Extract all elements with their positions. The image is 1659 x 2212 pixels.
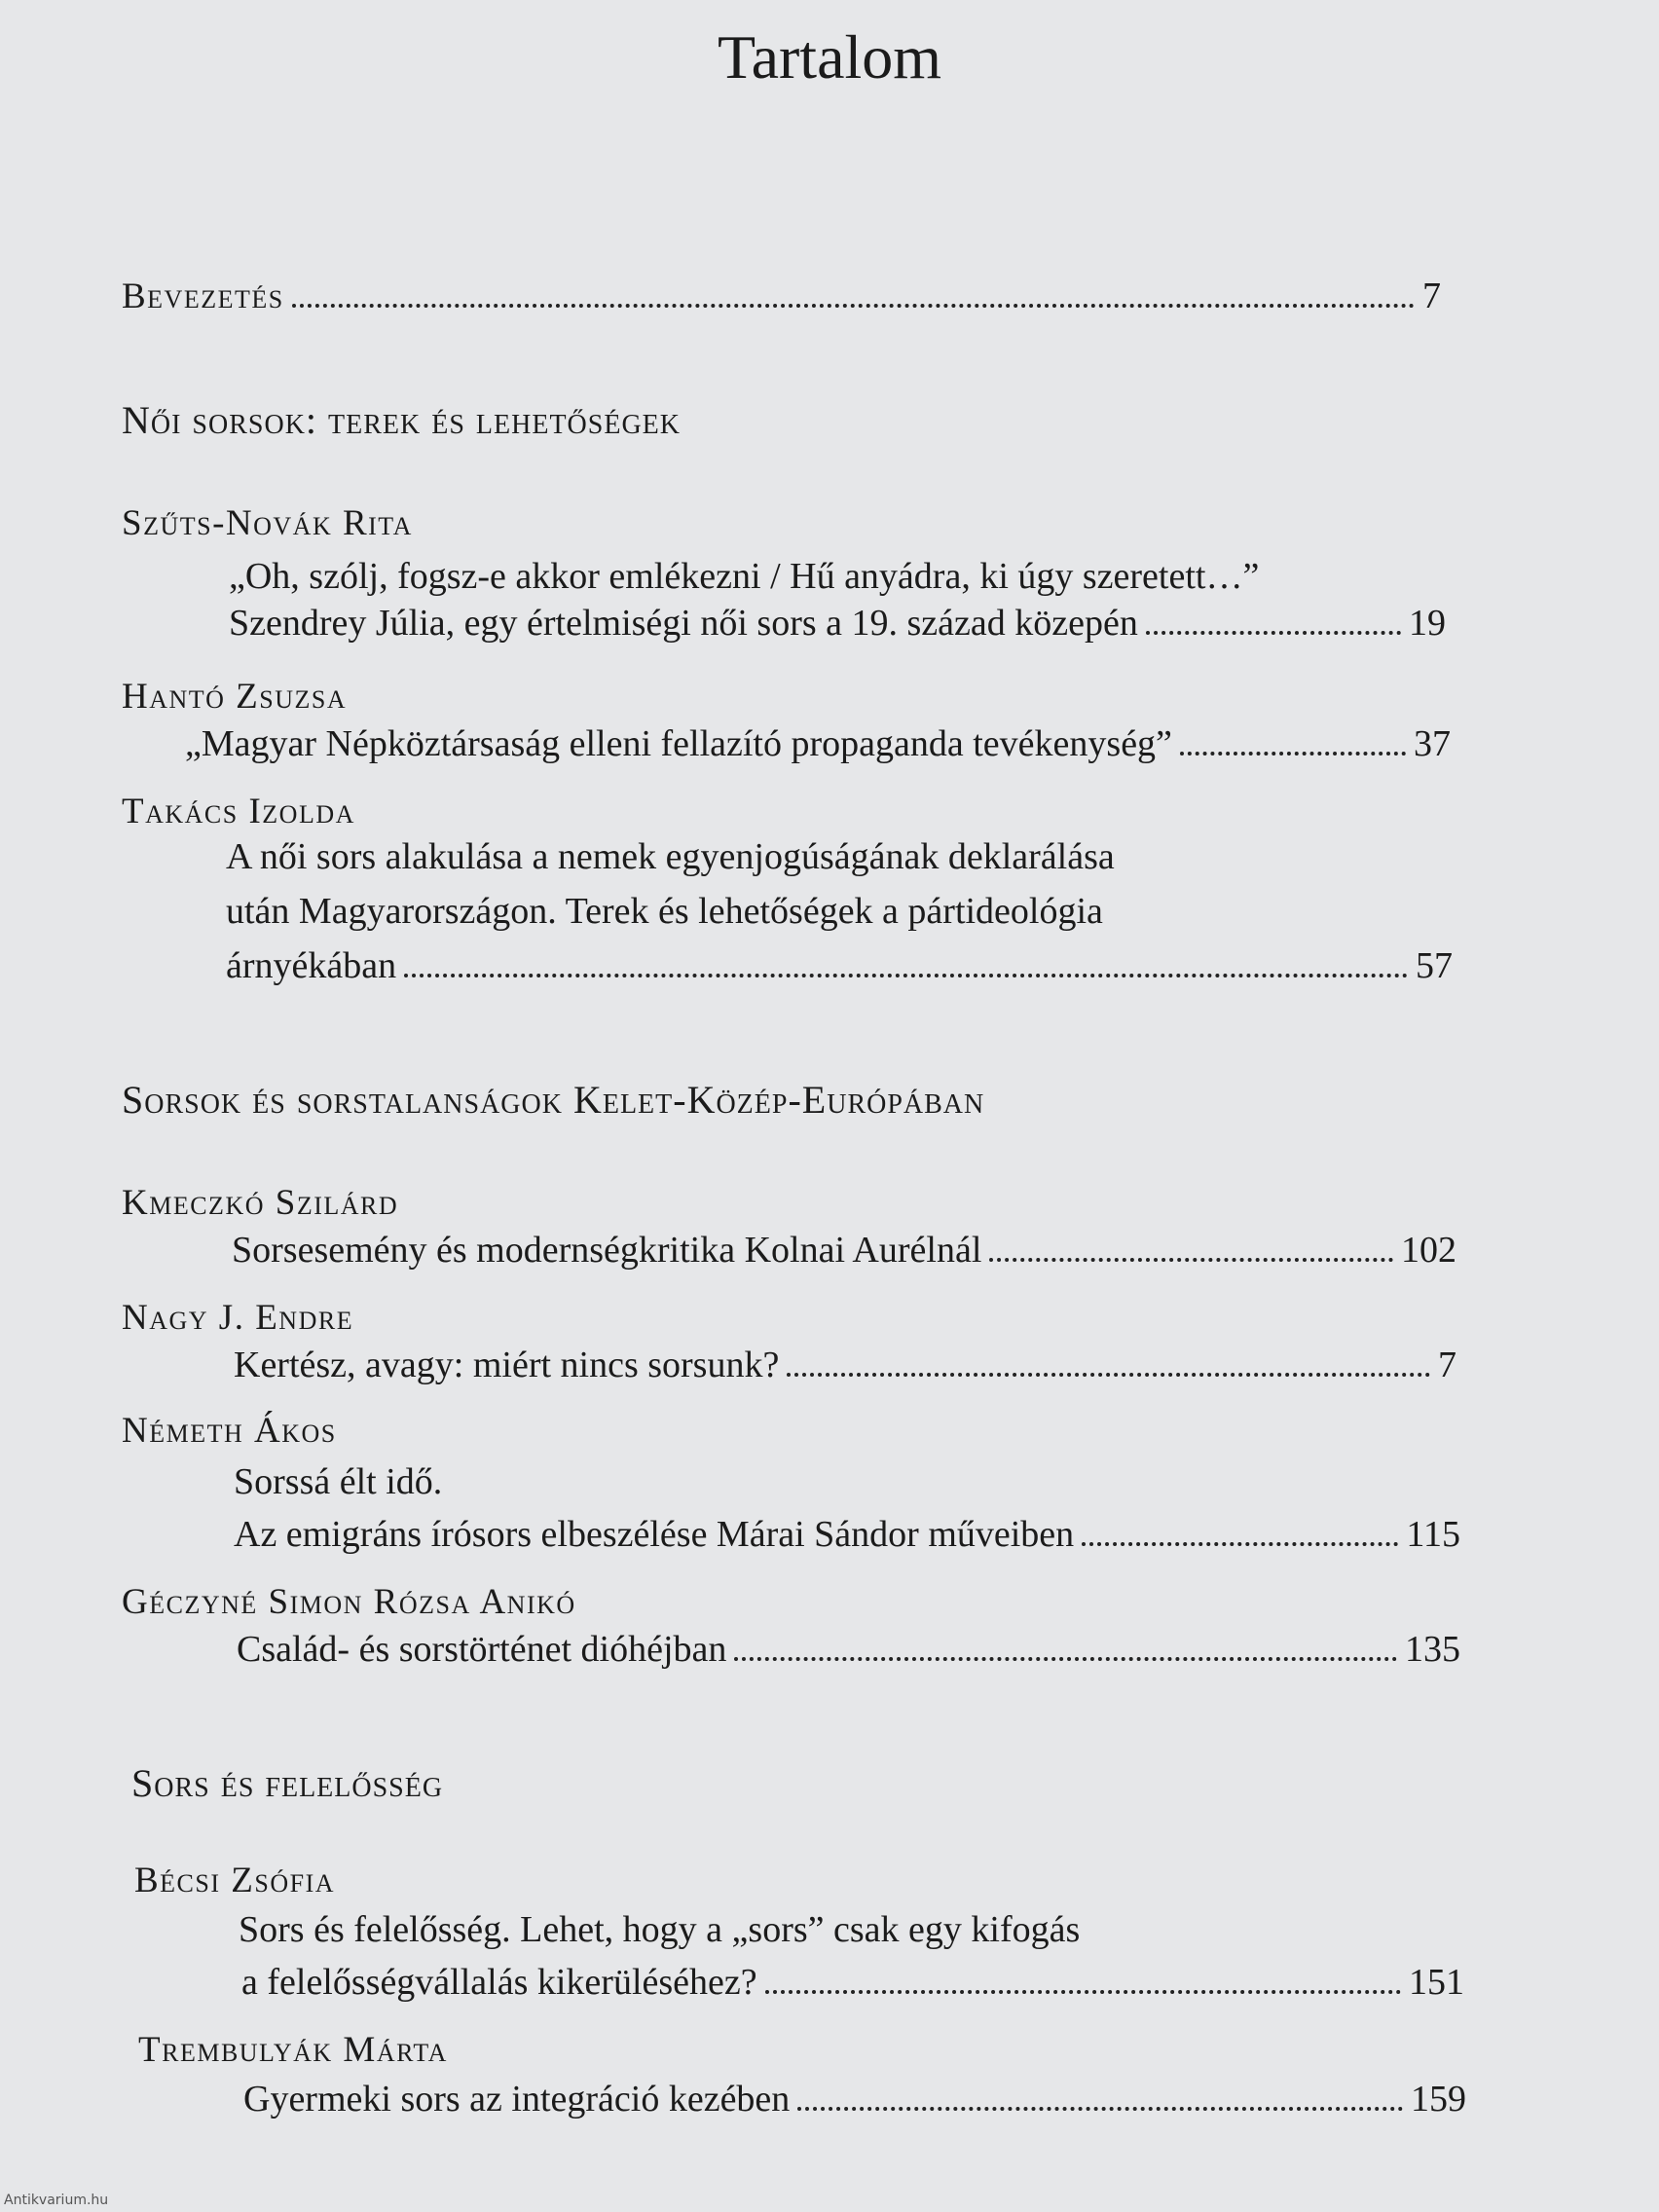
dot-leader xyxy=(1082,1542,1398,1546)
entry-author: Bécsi Zsófia xyxy=(134,1861,336,1900)
dot-leader xyxy=(1180,752,1406,756)
toc-entry xyxy=(234,1344,1456,1386)
section-heading: Női sorsok: terek és lehetőségek xyxy=(122,398,681,442)
page-number: 115 xyxy=(1406,1514,1460,1555)
entry-title-line: „Oh, szólj, fogsz-e akkor emlékezni / Hű anyádra, ki úgy szeretett…” xyxy=(229,556,1260,597)
entry-author: Hantó Zsuzsa xyxy=(122,677,348,717)
section-heading: Sorsok és sorstalanságok Kelet-Közép-Európában xyxy=(122,1078,985,1122)
watermark: Antikvarium.hu xyxy=(4,2193,109,2208)
intro-label: Bevezetés xyxy=(122,276,284,316)
entry-title-line: A női sors alakulása a nemek egyenjogúságának deklarálása xyxy=(226,836,1115,877)
dot-leader xyxy=(1146,631,1401,635)
page-title: Tartalom xyxy=(717,22,942,92)
toc-entry xyxy=(185,722,1451,765)
page-number: 151 xyxy=(1409,1962,1464,2003)
page-number: 102 xyxy=(1401,1230,1456,1271)
entry-author: Szűts-Novák Rita xyxy=(122,503,413,543)
page-number: 19 xyxy=(1409,603,1446,644)
entry-title-line: Kertész, avagy: miért nincs sorsunk? xyxy=(234,1345,780,1385)
toc-entry xyxy=(241,1961,1464,2004)
dot-leader xyxy=(797,2107,1403,2111)
page-number: 159 xyxy=(1411,2079,1466,2120)
toc-entry xyxy=(226,944,1453,987)
dot-leader xyxy=(292,304,1415,308)
dot-leader xyxy=(404,974,1408,977)
entry-author: Kmeczkó Szilárd xyxy=(122,1183,399,1223)
entry-author: Németh Ákos xyxy=(122,1411,337,1451)
entry-title-line: „Magyar Népköztársaság elleni fellazító propaganda tevékenység” xyxy=(185,723,1172,764)
toc-entry xyxy=(232,1229,1456,1272)
entry-author: Géczyné Simon Rózsa Anikó xyxy=(122,1582,576,1622)
entry-author: Trembulyák Márta xyxy=(138,2030,448,2070)
page-number: 135 xyxy=(1405,1629,1460,1670)
entry-title-line: Sors és felelősség. Lehet, hogy a „sors” csak egy kifogás xyxy=(239,1909,1081,1950)
entry-title-line: Sorsesemény és modernségkritika Kolnai Aurélnál xyxy=(232,1230,982,1271)
toc-entry-intro xyxy=(122,275,1441,317)
entry-title-line: Szendrey Júlia, egy értelmiségi női sors a 19. század közepén xyxy=(229,603,1138,644)
page-number: 37 xyxy=(1414,723,1451,764)
toc-entry xyxy=(234,1513,1460,1556)
toc-entry xyxy=(237,1628,1460,1671)
page-number: 7 xyxy=(1438,1345,1456,1385)
entry-title-line: Gyermeki sors az integráció kezében xyxy=(243,2079,791,2120)
entry-author: Takács Izolda xyxy=(122,792,355,831)
entry-title-line: Család- és sorstörténet dióhéjban xyxy=(237,1629,727,1670)
entry-title-line: után Magyarországon. Terek és lehetőségek a pártideológia xyxy=(226,891,1103,932)
dot-leader xyxy=(734,1657,1397,1661)
page-number: 57 xyxy=(1416,945,1453,986)
page-number: 7 xyxy=(1422,276,1441,316)
dot-leader xyxy=(989,1258,1393,1262)
section-heading: Sors és felelősség xyxy=(131,1761,444,1805)
dot-leader xyxy=(765,1990,1401,1994)
dot-leader xyxy=(787,1373,1430,1377)
entry-title-line: Az emigráns írósors elbeszélése Márai Sándor műveiben xyxy=(234,1514,1075,1555)
entry-title-line: árnyékában xyxy=(226,945,397,986)
entry-author: Nagy J. Endre xyxy=(122,1298,354,1338)
toc-entry xyxy=(243,2078,1466,2120)
entry-title-line: Sorssá élt idő. xyxy=(234,1461,443,1502)
toc-entry xyxy=(229,602,1446,645)
entry-title-line: a felelősségvállalás kikerüléséhez? xyxy=(241,1962,757,2003)
